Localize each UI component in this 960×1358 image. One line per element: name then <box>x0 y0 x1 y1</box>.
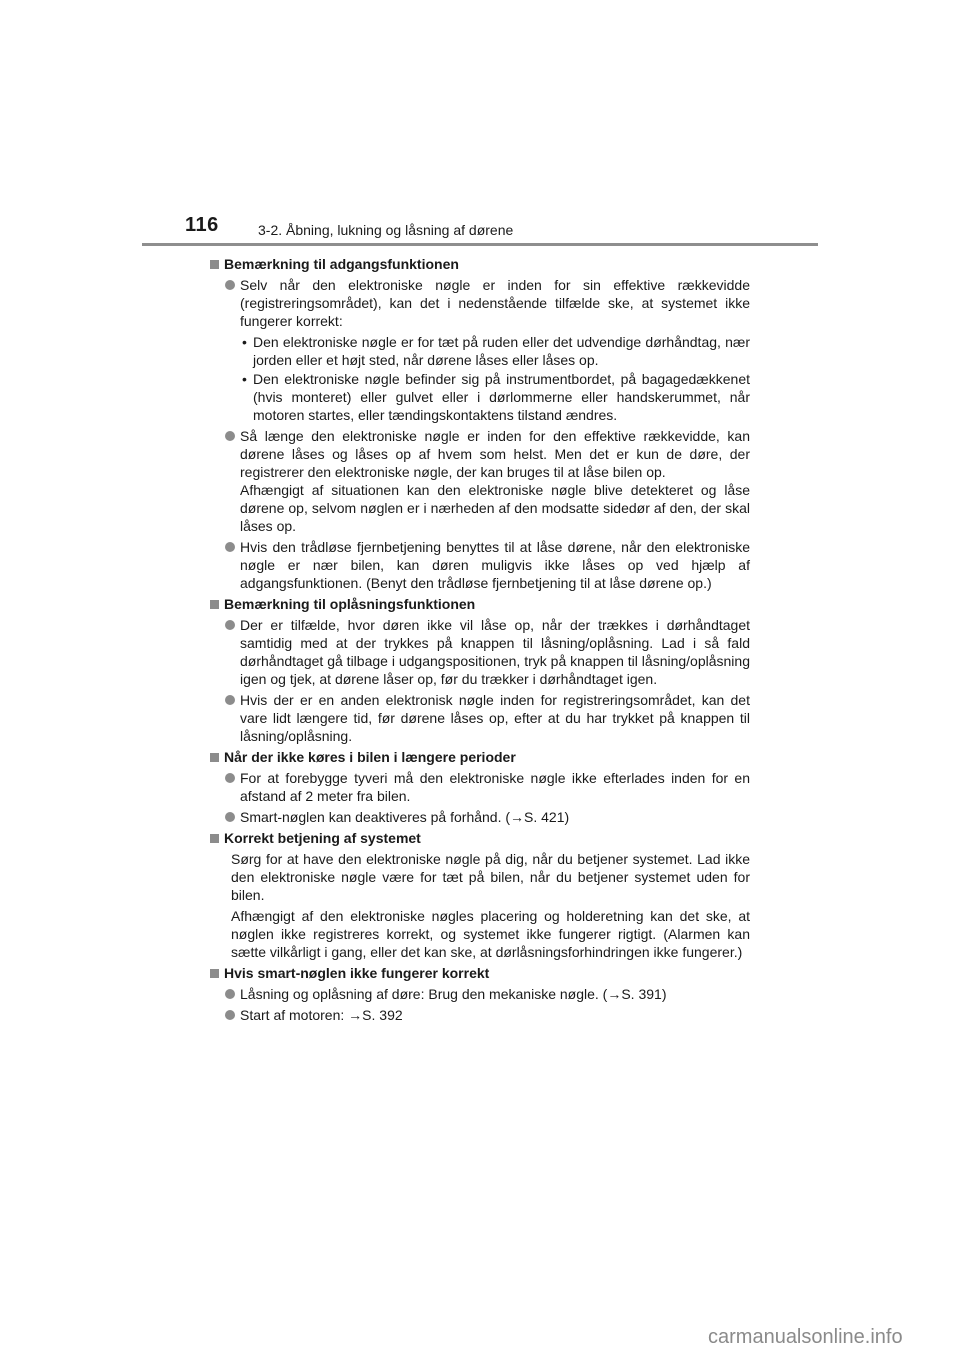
page-content <box>210 255 750 1027</box>
chapter-title: 3-2. Åbning, lukning og låsning af dørene <box>258 222 514 238</box>
section-heading: Når der ikke køres i bilen i længere perioder <box>210 748 750 766</box>
section-heading: Bemærkning til adgangsfunktionen <box>210 255 750 273</box>
section-heading: Hvis smart-nøglen ikke fungerer korrekt <box>210 964 750 982</box>
bullet-item: Start af motoren: →S. 392 <box>210 1006 750 1024</box>
square-bullet-icon <box>210 834 219 843</box>
paragraph: Afhængigt af den elektroniske nøgles placering og holderetning kan det ske, at nøglen ikke registreres korrekt, og systemet ikke fungerer rigtigt. (Alarmen kan sætte vilkårligt i gang, eller det kan ske, at dørlåsningsforhindringen ikke fungerer.) <box>231 908 750 960</box>
square-bullet-icon <box>210 260 219 269</box>
bullet-item: Smart-nøglen kan deaktiveres på forhånd. (→S. 421) <box>210 808 750 826</box>
square-bullet-icon <box>210 600 219 609</box>
bullet-item: Hvis der er en anden elektronisk nøgle inden for registreringsområdet, kan det vare lidt længere tid, før dørene låses op, efter at du har trykket på knappen til låsning/oplåsning. <box>210 691 750 745</box>
sub-bullet-item: • Den elektroniske nøgle er for tæt på ruden eller det udvendige dørhåndtag, nær jorden eller et højt sted, når dørene låses eller låses op. <box>242 334 750 368</box>
bullet-item: For at forebygge tyveri må den elektroniske nøgle ikke efterlades inden for en afstand af 2 meter fra bilen. <box>210 769 750 805</box>
bullet-item: Selv når den elektroniske nøgle er inden for sin effektive rækkevidde (registreringsområdet), kan det i nedenstående tilfælde ske, at systemet ikke fungerer korrekt: <box>210 276 750 330</box>
round-bullet-icon <box>225 620 235 630</box>
small-bullet-icon: • <box>242 334 247 350</box>
round-bullet-icon <box>225 1010 235 1020</box>
page-reference: →S. 392 <box>348 1007 403 1023</box>
sub-bullet-item: • Den elektroniske nøgle befinder sig på instrumentbordet, på bagagedækkenet (hvis monteret) eller gulvet eller i dørlommerne eller handskerummet, når motoren startes, eller tændingskontaktens tilstand ændres. <box>242 371 750 423</box>
round-bullet-icon <box>225 695 235 705</box>
bullet-item: Så længe den elektroniske nøgle er inden for den effektive rækkevidde, kan dørene låses og låses op af hvem som helst. Men det er kun de døre, der registrerer den elektroniske nøgle, der kan bruges til at låse bilen op. Afhængigt af situationen kan den elektroniske nøgle blive detekteret og låse dørene op, selvom nøglen er i nærheden af den modsatte sidedør af den, der skal låses op. <box>210 427 750 535</box>
header-rule <box>142 243 818 246</box>
round-bullet-icon <box>225 542 235 552</box>
round-bullet-icon <box>225 431 235 441</box>
page-reference: →S. 421) <box>510 809 570 825</box>
square-bullet-icon <box>210 969 219 978</box>
small-bullet-icon: • <box>242 371 247 387</box>
bullet-item: Låsning og oplåsning af døre: Brug den mekaniske nøgle. (→S. 391) <box>210 985 750 1003</box>
square-bullet-icon <box>210 753 219 762</box>
section-heading: Korrekt betjening af systemet <box>210 829 750 847</box>
page-number: 116 <box>185 214 219 236</box>
round-bullet-icon <box>225 812 235 822</box>
bullet-item: Der er tilfælde, hvor døren ikke vil låse op, når der trækkes i dørhåndtaget samtidig med at der trykkes på knappen til låsning/oplåsning. Lad i så fald dørhåndtaget gå tilbage i udgangspositionen, tryk på knappen til låsning/oplåsning igen og tjek, at dørene låser op, før du trækker i dørhåndtaget igen. <box>210 616 750 688</box>
paragraph: Sørg for at have den elektroniske nøgle på dig, når du betjener systemet. Lad ikke den elektroniske nøgle være for tæt på bilen, når du betjener systemet uden for bilen. <box>231 851 750 903</box>
round-bullet-icon <box>225 773 235 783</box>
bullet-item: Hvis den trådløse fjernbetjening benyttes til at låse dørene, når den elektroniske nøgle er nær bilen, kan døren muligvis ikke låses op ved hjælp af adgangsfunktionen. (Benyt den trådløse fjernbetjening til at låse dørene op.) <box>210 538 750 592</box>
watermark-link[interactable]: carmanualsonline.info <box>708 1326 903 1348</box>
round-bullet-icon <box>225 280 235 290</box>
section-heading: Bemærkning til oplåsningsfunktionen <box>210 595 750 613</box>
page-reference: →S. 391) <box>607 986 667 1002</box>
round-bullet-icon <box>225 989 235 999</box>
